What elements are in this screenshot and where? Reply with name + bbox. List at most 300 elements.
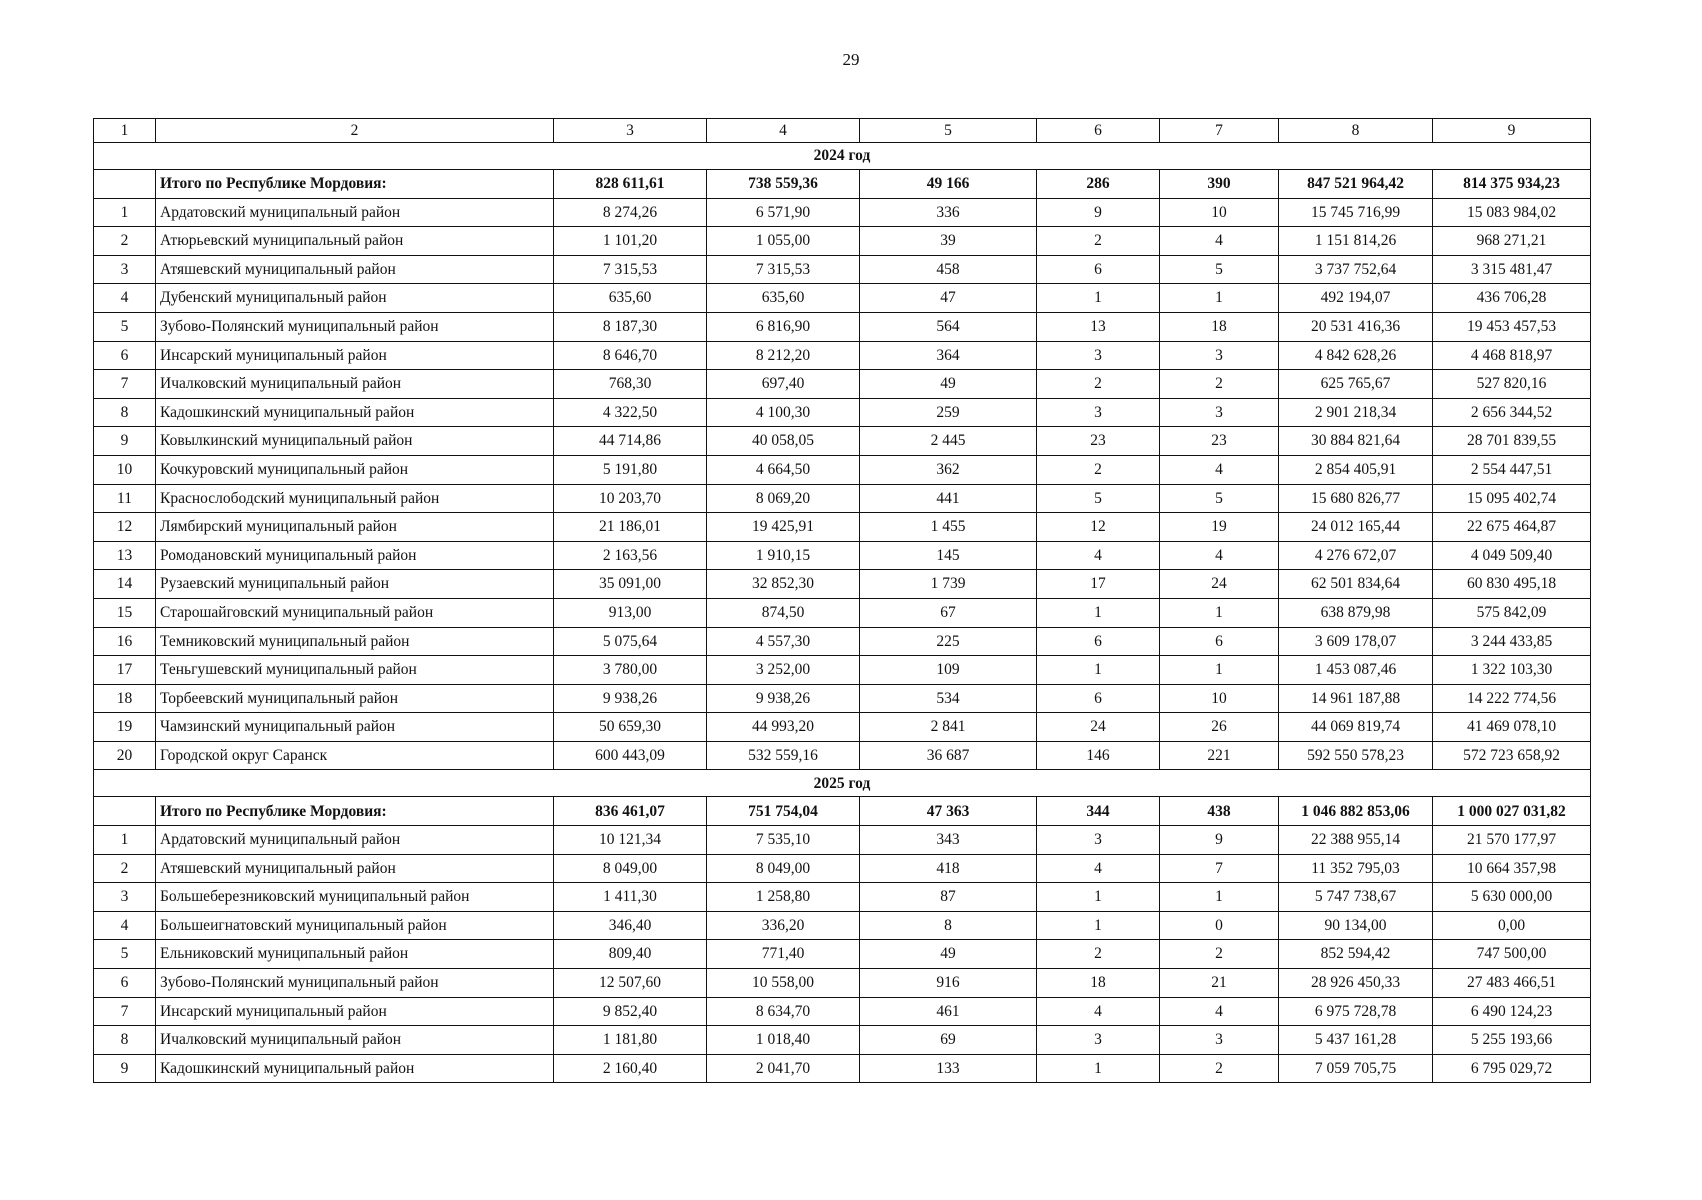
row-number: 19 (94, 713, 156, 742)
district-name: Ардатовский муниципальный район (156, 198, 554, 227)
cell-value: 1 (1037, 883, 1160, 912)
total-value: 286 (1037, 170, 1160, 199)
district-name: Рузаевский муниципальный район (156, 570, 554, 599)
cell-value: 21 570 177,97 (1433, 826, 1591, 855)
cell-value: 19 (1160, 513, 1279, 542)
cell-value: 0 (1160, 911, 1279, 940)
cell-value: 24 (1160, 570, 1279, 599)
cell-value: 8 049,00 (554, 854, 707, 883)
table-row (94, 627, 1591, 656)
total-value: 390 (1160, 170, 1279, 199)
total-value: 751 754,04 (707, 797, 860, 826)
table-row (94, 227, 1591, 256)
cell-value: 625 765,67 (1279, 370, 1433, 399)
cell-value: 15 095 402,74 (1433, 484, 1591, 513)
cell-value: 532 559,16 (707, 741, 860, 770)
cell-value: 10 664 357,98 (1433, 854, 1591, 883)
cell-value: 27 483 466,51 (1433, 969, 1591, 998)
column-number-row (94, 119, 1591, 143)
cell-value: 6 571,90 (707, 198, 860, 227)
district-name: Дубенский муниципальный район (156, 284, 554, 313)
cell-value: 3 (1037, 1026, 1160, 1055)
column-number: 8 (1279, 119, 1433, 143)
cell-value: 21 (1160, 969, 1279, 998)
cell-value: 145 (860, 541, 1037, 570)
cell-value: 635,60 (707, 284, 860, 313)
cell-value: 14 961 187,88 (1279, 684, 1433, 713)
cell-value: 1 (1037, 1054, 1160, 1083)
row-number: 9 (94, 1054, 156, 1083)
table-row (94, 940, 1591, 969)
cell-value: 13 (1037, 312, 1160, 341)
table-row (94, 541, 1591, 570)
cell-value: 343 (860, 826, 1037, 855)
cell-value: 747 500,00 (1433, 940, 1591, 969)
cell-value: 9 (1037, 198, 1160, 227)
total-label: Итого по Республике Мордовия: (156, 170, 554, 199)
table-row (94, 341, 1591, 370)
cell-value: 44 069 819,74 (1279, 713, 1433, 742)
table-row (94, 997, 1591, 1026)
cell-value: 1 258,80 (707, 883, 860, 912)
district-name: Атяшевский муниципальный район (156, 255, 554, 284)
row-number: 1 (94, 826, 156, 855)
row-number: 6 (94, 969, 156, 998)
cell-value: 18 (1160, 312, 1279, 341)
cell-value: 4 842 628,26 (1279, 341, 1433, 370)
cell-value: 5 747 738,67 (1279, 883, 1433, 912)
cell-value: 28 701 839,55 (1433, 427, 1591, 456)
cell-value: 225 (860, 627, 1037, 656)
cell-value: 12 (1037, 513, 1160, 542)
cell-value: 600 443,09 (554, 741, 707, 770)
cell-value: 7 535,10 (707, 826, 860, 855)
cell-value: 1 (1160, 598, 1279, 627)
cell-value: 67 (860, 598, 1037, 627)
cell-value: 575 842,09 (1433, 598, 1591, 627)
cell-value: 852 594,42 (1279, 940, 1433, 969)
district-name: Ромодановский муниципальный район (156, 541, 554, 570)
cell-value: 638 879,98 (1279, 598, 1433, 627)
row-number: 15 (94, 598, 156, 627)
total-value: 847 521 964,42 (1279, 170, 1433, 199)
cell-value: 1 (1037, 284, 1160, 313)
cell-value: 913,00 (554, 598, 707, 627)
row-number: 17 (94, 656, 156, 685)
district-name: Темниковский муниципальный район (156, 627, 554, 656)
total-row (94, 170, 1591, 199)
table-row (94, 398, 1591, 427)
cell-value: 1 (1037, 656, 1160, 685)
district-name: Ельниковский муниципальный район (156, 940, 554, 969)
cell-value: 21 186,01 (554, 513, 707, 542)
cell-value: 2 (1160, 370, 1279, 399)
cell-value: 697,40 (707, 370, 860, 399)
district-name: Инсарский муниципальный район (156, 341, 554, 370)
total-value: 1 000 027 031,82 (1433, 797, 1591, 826)
district-name: Атяшевский муниципальный район (156, 854, 554, 883)
row-number: 4 (94, 284, 156, 313)
cell-value: 6 (1037, 627, 1160, 656)
cell-value: 3 (1160, 398, 1279, 427)
cell-value: 3 244 433,85 (1433, 627, 1591, 656)
cell-value: 2 (1037, 227, 1160, 256)
cell-value: 4 322,50 (554, 398, 707, 427)
cell-value: 1 181,80 (554, 1026, 707, 1055)
cell-value: 364 (860, 341, 1037, 370)
row-number: 2 (94, 227, 156, 256)
cell-value: 9 (1160, 826, 1279, 855)
cell-value: 968 271,21 (1433, 227, 1591, 256)
district-name: Зубово-Полянский муниципальный район (156, 312, 554, 341)
total-value: 1 046 882 853,06 (1279, 797, 1433, 826)
cell-value: 3 (1160, 1026, 1279, 1055)
row-number: 3 (94, 255, 156, 284)
cell-value: 6 (1160, 627, 1279, 656)
cell-value: 7 315,53 (554, 255, 707, 284)
table-row (94, 598, 1591, 627)
row-number: 14 (94, 570, 156, 599)
cell-value: 221 (1160, 741, 1279, 770)
cell-value: 8 049,00 (707, 854, 860, 883)
district-name: Кадошкинский муниципальный район (156, 398, 554, 427)
column-number: 4 (707, 119, 860, 143)
cell-value: 3 609 178,07 (1279, 627, 1433, 656)
cell-value: 458 (860, 255, 1037, 284)
cell-value: 35 091,00 (554, 570, 707, 599)
cell-value: 3 252,00 (707, 656, 860, 685)
cell-value: 8 274,26 (554, 198, 707, 227)
table-row (94, 713, 1591, 742)
data-table (93, 118, 1591, 1083)
cell-value: 2 160,40 (554, 1054, 707, 1083)
row-number: 7 (94, 370, 156, 399)
cell-value: 47 (860, 284, 1037, 313)
cell-value: 44 993,20 (707, 713, 860, 742)
cell-value: 69 (860, 1026, 1037, 1055)
cell-value: 2 (1160, 940, 1279, 969)
column-number: 3 (554, 119, 707, 143)
cell-value: 1 (1160, 284, 1279, 313)
cell-value: 1 739 (860, 570, 1037, 599)
row-number: 18 (94, 684, 156, 713)
cell-value: 436 706,28 (1433, 284, 1591, 313)
cell-value: 1 151 814,26 (1279, 227, 1433, 256)
table-row (94, 370, 1591, 399)
cell-value: 362 (860, 455, 1037, 484)
cell-value: 1 453 087,46 (1279, 656, 1433, 685)
table-row (94, 969, 1591, 998)
cell-value: 10 558,00 (707, 969, 860, 998)
cell-value: 2 (1160, 1054, 1279, 1083)
cell-value: 418 (860, 854, 1037, 883)
district-name: Атюрьевский муниципальный район (156, 227, 554, 256)
cell-value: 8 069,20 (707, 484, 860, 513)
year-section-header (94, 770, 1591, 797)
cell-value: 1 055,00 (707, 227, 860, 256)
district-name: Инсарский муниципальный район (156, 997, 554, 1026)
cell-value: 6 816,90 (707, 312, 860, 341)
district-name: Ичалковский муниципальный район (156, 370, 554, 399)
table-row (94, 911, 1591, 940)
cell-value: 28 926 450,33 (1279, 969, 1433, 998)
cell-value: 4 (1037, 997, 1160, 1026)
cell-value: 109 (860, 656, 1037, 685)
total-value: 738 559,36 (707, 170, 860, 199)
column-number: 9 (1433, 119, 1591, 143)
district-name: Лямбирский муниципальный район (156, 513, 554, 542)
district-name: Ардатовский муниципальный район (156, 826, 554, 855)
cell-value: 32 852,30 (707, 570, 860, 599)
district-name: Большеигнатовский муниципальный район (156, 911, 554, 940)
row-number: 8 (94, 398, 156, 427)
row-number-empty (94, 797, 156, 826)
row-number: 10 (94, 455, 156, 484)
cell-value: 23 (1160, 427, 1279, 456)
row-number: 8 (94, 1026, 156, 1055)
cell-value: 1 455 (860, 513, 1037, 542)
cell-value: 3 (1037, 826, 1160, 855)
table-row (94, 312, 1591, 341)
cell-value: 771,40 (707, 940, 860, 969)
district-name: Ичалковский муниципальный район (156, 1026, 554, 1055)
row-number: 12 (94, 513, 156, 542)
table-row (94, 883, 1591, 912)
cell-value: 4 (1037, 854, 1160, 883)
table-row (94, 826, 1591, 855)
table-row (94, 570, 1591, 599)
cell-value: 9 938,26 (707, 684, 860, 713)
cell-value: 15 083 984,02 (1433, 198, 1591, 227)
table-row (94, 684, 1591, 713)
cell-value: 3 780,00 (554, 656, 707, 685)
cell-value: 2 841 (860, 713, 1037, 742)
cell-value: 23 (1037, 427, 1160, 456)
cell-value: 24 (1037, 713, 1160, 742)
table-body (94, 119, 1591, 1083)
cell-value: 1 101,20 (554, 227, 707, 256)
cell-value: 41 469 078,10 (1433, 713, 1591, 742)
cell-value: 6 490 124,23 (1433, 997, 1591, 1026)
total-value: 49 166 (860, 170, 1037, 199)
cell-value: 1 (1037, 911, 1160, 940)
cell-value: 15 680 826,77 (1279, 484, 1433, 513)
cell-value: 8 187,30 (554, 312, 707, 341)
row-number: 13 (94, 541, 156, 570)
cell-value: 2 854 405,91 (1279, 455, 1433, 484)
table-row (94, 1026, 1591, 1055)
district-name: Теньгушевский муниципальный район (156, 656, 554, 685)
cell-value: 2 445 (860, 427, 1037, 456)
cell-value: 3 315 481,47 (1433, 255, 1591, 284)
cell-value: 19 453 457,53 (1433, 312, 1591, 341)
district-name: Кадошкинский муниципальный район (156, 1054, 554, 1083)
cell-value: 1 411,30 (554, 883, 707, 912)
cell-value: 4 (1037, 541, 1160, 570)
cell-value: 87 (860, 883, 1037, 912)
cell-value: 90 134,00 (1279, 911, 1433, 940)
cell-value: 2 (1037, 940, 1160, 969)
table-row (94, 854, 1591, 883)
column-number: 5 (860, 119, 1037, 143)
cell-value: 22 675 464,87 (1433, 513, 1591, 542)
cell-value: 492 194,07 (1279, 284, 1433, 313)
cell-value: 11 352 795,03 (1279, 854, 1433, 883)
row-number: 2 (94, 854, 156, 883)
cell-value: 7 (1160, 854, 1279, 883)
cell-value: 461 (860, 997, 1037, 1026)
cell-value: 3 737 752,64 (1279, 255, 1433, 284)
cell-value: 7 059 705,75 (1279, 1054, 1433, 1083)
cell-value: 572 723 658,92 (1433, 741, 1591, 770)
page-number: 29 (842, 50, 860, 69)
cell-value: 17 (1037, 570, 1160, 599)
table-row (94, 741, 1591, 770)
cell-value: 6 (1037, 684, 1160, 713)
cell-value: 2 163,56 (554, 541, 707, 570)
cell-value: 4 (1160, 541, 1279, 570)
district-name: Краснослободский муниципальный район (156, 484, 554, 513)
cell-value: 7 315,53 (707, 255, 860, 284)
cell-value: 874,50 (707, 598, 860, 627)
cell-value: 6 (1037, 255, 1160, 284)
cell-value: 22 388 955,14 (1279, 826, 1433, 855)
total-value: 438 (1160, 797, 1279, 826)
cell-value: 8 646,70 (554, 341, 707, 370)
table-row (94, 513, 1591, 542)
row-number: 20 (94, 741, 156, 770)
cell-value: 259 (860, 398, 1037, 427)
district-name: Городской округ Саранск (156, 741, 554, 770)
cell-value: 10 203,70 (554, 484, 707, 513)
total-value: 344 (1037, 797, 1160, 826)
district-name: Кочкуровский муниципальный район (156, 455, 554, 484)
cell-value: 336,20 (707, 911, 860, 940)
cell-value: 2 656 344,52 (1433, 398, 1591, 427)
cell-value: 19 425,91 (707, 513, 860, 542)
cell-value: 14 222 774,56 (1433, 684, 1591, 713)
district-name: Чамзинский муниципальный район (156, 713, 554, 742)
cell-value: 9 938,26 (554, 684, 707, 713)
cell-value: 12 507,60 (554, 969, 707, 998)
district-name: Ковылкинский муниципальный район (156, 427, 554, 456)
cell-value: 49 (860, 370, 1037, 399)
row-number: 3 (94, 883, 156, 912)
cell-value: 30 884 821,64 (1279, 427, 1433, 456)
cell-value: 2 901 218,34 (1279, 398, 1433, 427)
cell-value: 62 501 834,64 (1279, 570, 1433, 599)
cell-value: 9 852,40 (554, 997, 707, 1026)
table-row (94, 255, 1591, 284)
cell-value: 2 554 447,51 (1433, 455, 1591, 484)
row-number: 1 (94, 198, 156, 227)
cell-value: 5 630 000,00 (1433, 883, 1591, 912)
cell-value: 49 (860, 940, 1037, 969)
cell-value: 527 820,16 (1433, 370, 1591, 399)
cell-value: 4 (1160, 997, 1279, 1026)
total-value: 836 461,07 (554, 797, 707, 826)
row-number: 5 (94, 940, 156, 969)
cell-value: 346,40 (554, 911, 707, 940)
cell-value: 36 687 (860, 741, 1037, 770)
cell-value: 635,60 (554, 284, 707, 313)
cell-value: 133 (860, 1054, 1037, 1083)
cell-value: 336 (860, 198, 1037, 227)
cell-value: 8 (860, 911, 1037, 940)
cell-value: 10 (1160, 684, 1279, 713)
cell-value: 20 531 416,36 (1279, 312, 1433, 341)
cell-value: 39 (860, 227, 1037, 256)
cell-value: 26 (1160, 713, 1279, 742)
cell-value: 5 075,64 (554, 627, 707, 656)
cell-value: 1 322 103,30 (1433, 656, 1591, 685)
cell-value: 5 (1037, 484, 1160, 513)
cell-value: 44 714,86 (554, 427, 707, 456)
cell-value: 1 (1037, 598, 1160, 627)
row-number: 7 (94, 997, 156, 1026)
district-name: Старошайговский муниципальный район (156, 598, 554, 627)
cell-value: 4 664,50 (707, 455, 860, 484)
cell-value: 5 (1160, 484, 1279, 513)
row-number-empty (94, 170, 156, 199)
cell-value: 3 (1160, 341, 1279, 370)
table-row (94, 1054, 1591, 1083)
cell-value: 592 550 578,23 (1279, 741, 1433, 770)
cell-value: 809,40 (554, 940, 707, 969)
cell-value: 6 795 029,72 (1433, 1054, 1591, 1083)
cell-value: 4 557,30 (707, 627, 860, 656)
cell-value: 5 (1160, 255, 1279, 284)
cell-value: 50 659,30 (554, 713, 707, 742)
cell-value: 4 049 509,40 (1433, 541, 1591, 570)
cell-value: 5 255 193,66 (1433, 1026, 1591, 1055)
cell-value: 768,30 (554, 370, 707, 399)
column-number: 7 (1160, 119, 1279, 143)
cell-value: 3 (1037, 398, 1160, 427)
cell-value: 6 975 728,78 (1279, 997, 1433, 1026)
cell-value: 4 468 818,97 (1433, 341, 1591, 370)
cell-value: 4 100,30 (707, 398, 860, 427)
column-number: 2 (156, 119, 554, 143)
cell-value: 8 634,70 (707, 997, 860, 1026)
cell-value: 4 (1160, 455, 1279, 484)
cell-value: 8 212,20 (707, 341, 860, 370)
cell-value: 1 018,40 (707, 1026, 860, 1055)
cell-value: 10 (1160, 198, 1279, 227)
cell-value: 5 437 161,28 (1279, 1026, 1433, 1055)
row-number: 4 (94, 911, 156, 940)
row-number: 5 (94, 312, 156, 341)
cell-value: 3 (1037, 341, 1160, 370)
total-value: 814 375 934,23 (1433, 170, 1591, 199)
cell-value: 146 (1037, 741, 1160, 770)
cell-value: 2 041,70 (707, 1054, 860, 1083)
cell-value: 40 058,05 (707, 427, 860, 456)
total-value: 47 363 (860, 797, 1037, 826)
total-row (94, 797, 1591, 826)
cell-value: 534 (860, 684, 1037, 713)
table-row (94, 455, 1591, 484)
district-name: Большеберезниковский муниципальный район (156, 883, 554, 912)
column-number: 1 (94, 119, 156, 143)
cell-value: 1 910,15 (707, 541, 860, 570)
cell-value: 916 (860, 969, 1037, 998)
cell-value: 1 (1160, 656, 1279, 685)
cell-value: 441 (860, 484, 1037, 513)
cell-value: 15 745 716,99 (1279, 198, 1433, 227)
row-number: 9 (94, 427, 156, 456)
table-row (94, 284, 1591, 313)
